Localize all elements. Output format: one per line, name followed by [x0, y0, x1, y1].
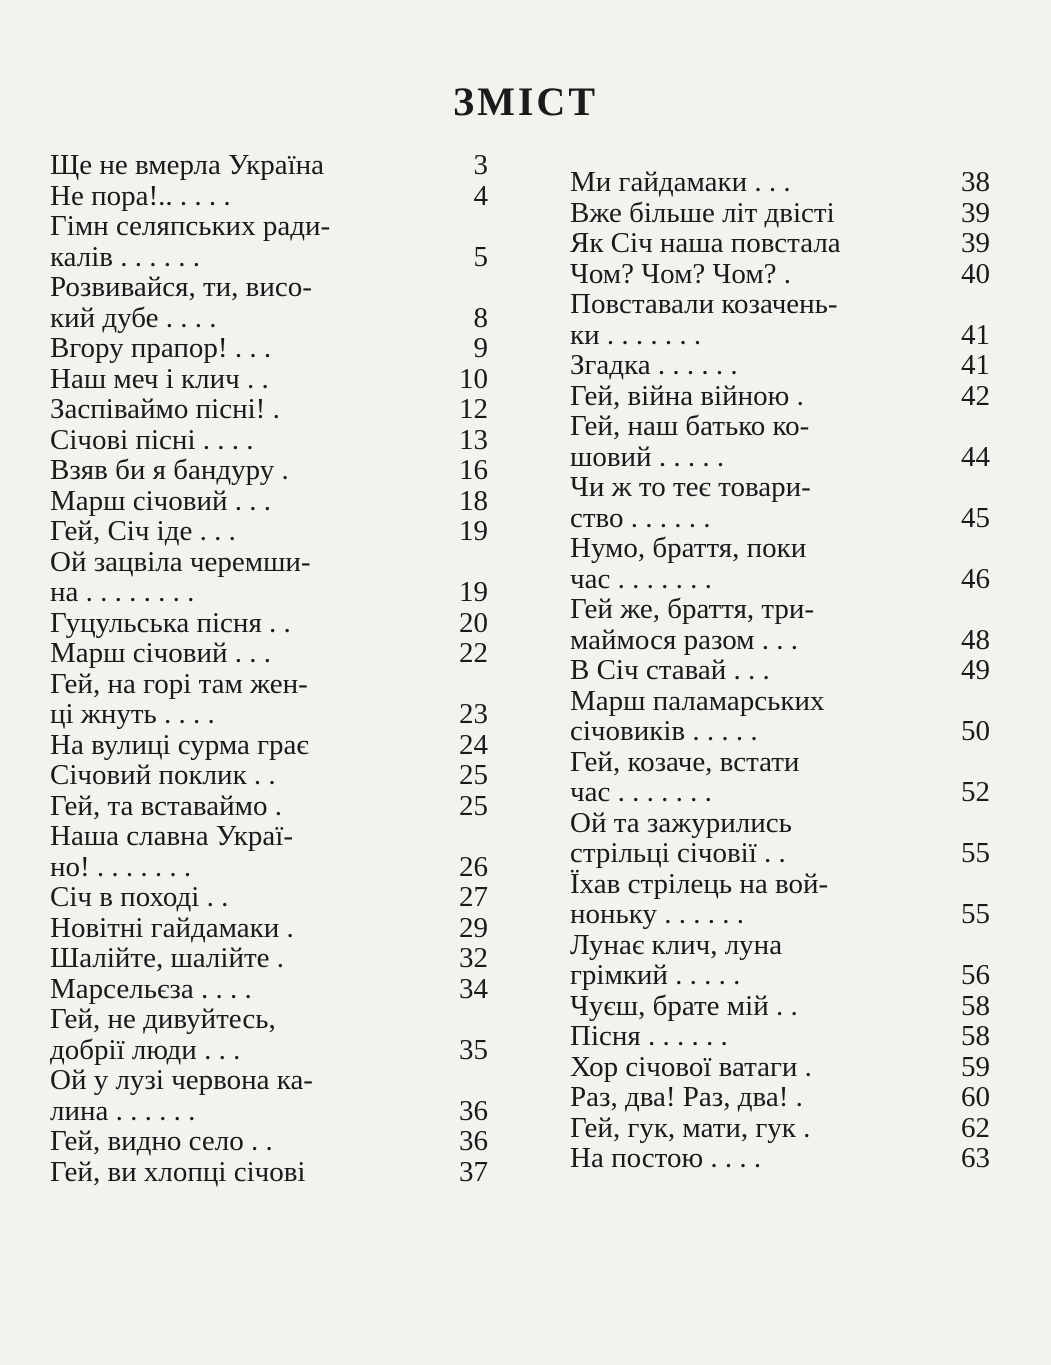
toc-entry-title-line: Гей, на горі там жен- [50, 668, 308, 699]
toc-entry [50, 547, 490, 608]
toc-entry [50, 608, 490, 639]
toc-entry [570, 289, 990, 350]
toc-entry-page-number: 35 [459, 1033, 488, 1066]
toc-entry-page-number: 24 [459, 728, 488, 761]
toc-entry-title-line: ство . . . . . . [570, 502, 711, 533]
toc-entry-title-line: Січ в поході . . [50, 882, 229, 913]
toc-entry [50, 181, 490, 212]
toc-entry [50, 1126, 490, 1157]
toc-entry-page-number: 39 [961, 227, 990, 259]
toc-entry-page-number: 50 [961, 715, 990, 747]
toc-entry [50, 486, 490, 517]
toc-entry-title-line: Ой та зажурились [570, 807, 792, 838]
toc-entry-page-number: 59 [961, 1050, 990, 1083]
toc-entry-title-line: Гей, козаче, встати [570, 746, 800, 777]
toc-entry-title-line: Взяв би я бандуру . [50, 455, 289, 486]
toc-entry-title-line: Заспіваймо пісні! . [50, 394, 280, 425]
toc-entry [50, 943, 490, 974]
toc-entry-page-number: 13 [459, 423, 488, 456]
toc-entry-title-line: Чи ж то теє товари- [570, 472, 811, 503]
toc-entry-title-line: В Січ ставай . . . [570, 655, 770, 686]
toc-entry-title-line: Ой у лузі червона ка- [50, 1065, 313, 1096]
toc-entry [50, 1004, 490, 1065]
toc-entry-title-line: Розвивайся, ти, висо- [50, 272, 312, 303]
toc-entry [50, 760, 490, 791]
toc-entry-page-number: 41 [961, 318, 990, 351]
toc-entry-page-number: 27 [459, 881, 488, 913]
toc-entry-page-number: 25 [459, 759, 488, 791]
toc-entry-page-number: 3 [473, 149, 488, 181]
toc-entry-page-number: 55 [961, 837, 990, 869]
toc-entry [570, 655, 990, 686]
toc-entry-title-line: Марсельєза . . . . [50, 973, 252, 1004]
toc-entry [570, 411, 990, 472]
toc-entry-title-line: Як Січ наша повстала [570, 228, 841, 259]
toc-entry-title-line: Чом? Чом? Чом? . [570, 258, 792, 289]
toc-entry-title-line: Пісня . . . . . . [570, 1021, 728, 1052]
toc-entry-title-line: Шалійте, шалійте . [50, 943, 285, 974]
toc-entry-page-number: 56 [961, 959, 990, 991]
toc-entry-title-line: Ми гайдамаки . . . [570, 167, 791, 198]
toc-entry-page-number: 34 [459, 972, 488, 1005]
toc-entry [570, 594, 990, 655]
page-title: ЗМІСТ [453, 79, 598, 124]
toc-entry-title-line: Гуцульська пісня . . [50, 607, 291, 638]
toc-entry-title-line: Гей, гук, мати, гук . [570, 1112, 811, 1143]
toc-entry-title-line: Нумо, браття, поки [570, 533, 807, 564]
toc-entry [570, 167, 990, 198]
toc-entry-title-line: Ой зацвіла черемши- [50, 546, 311, 577]
toc-entry-title-line: На постою . . . . [570, 1143, 762, 1174]
toc-entry-page-number: 5 [473, 240, 488, 273]
toc-entry [50, 150, 490, 181]
toc-entry-title-line: грімкий . . . . . [570, 960, 741, 991]
toc-entry-title-line: Марш січовий . . . [50, 485, 271, 516]
toc-entry-title-line: Ще не вмерла Україна [50, 150, 325, 181]
toc-entry [570, 1143, 990, 1174]
toc-entry-title-line: Січовий поклик . . [50, 760, 276, 791]
toc-entry-page-number: 23 [459, 698, 488, 730]
toc-entry [50, 211, 490, 272]
toc-entry [50, 1065, 490, 1126]
toc-entry-page-number: 19 [459, 515, 488, 547]
toc-entry [570, 808, 990, 869]
toc-entry-page-number: 9 [473, 332, 488, 364]
toc-entry [50, 913, 490, 944]
toc-entry-page-number: 20 [459, 606, 488, 639]
toc-entry-page-number: 52 [961, 776, 990, 808]
toc-entry-page-number: 29 [459, 911, 488, 944]
toc-entry-title-line: ки . . . . . . . [570, 319, 702, 350]
toc-entry-title-line: шовий . . . . . [570, 441, 725, 472]
toc-entry-page-number: 36 [459, 1125, 488, 1157]
toc-entry-title-line: Чуєш, брате мій . . [570, 990, 798, 1021]
toc-entry [570, 686, 990, 747]
toc-entry-title-line: Гей же, браття, три- [570, 594, 815, 625]
toc-entry-title-line: калів . . . . . . [50, 241, 200, 272]
toc-entry-page-number: 4 [473, 179, 488, 212]
toc-entry [50, 272, 490, 333]
toc-entry [50, 333, 490, 364]
toc-entry-title-line: Гей, та вставаймо . [50, 790, 282, 821]
toc-entry [570, 1021, 990, 1052]
toc-entry-title-line: кий дубе . . . . [50, 302, 217, 333]
toc-entry-title-line: На вулиці сурма грає [50, 729, 309, 760]
toc-entry-page-number: 32 [459, 942, 488, 974]
toc-entry-page-number: 42 [961, 379, 990, 412]
toc-entry-page-number: 36 [459, 1094, 488, 1127]
toc-entry-page-number: 8 [473, 301, 488, 334]
toc-entry-page-number: 41 [961, 349, 990, 381]
toc-entry-title-line: Гей, війна війною . [570, 380, 804, 411]
toc-entry-title-line: січовиків . . . . . [570, 716, 758, 747]
toc-entry [50, 364, 490, 395]
toc-entry-title-line: ноньку . . . . . . [570, 899, 744, 930]
toc-entry-title-line: Наш меч і клич . . [50, 363, 269, 394]
toc-entry-page-number: 44 [961, 440, 990, 473]
toc-entry [50, 669, 490, 730]
toc-entry-title-line: на . . . . . . . . [50, 577, 195, 608]
toc-entry-title-line: Вже більше літ двісті [570, 197, 835, 228]
toc-entry-page-number: 22 [459, 637, 488, 669]
toc-entry-title-line: Не пора!.. . . . . [50, 180, 231, 211]
toc-entry [570, 259, 990, 290]
toc-entry-title-line: маймося разом . . . [570, 624, 799, 655]
toc-entry [570, 930, 990, 991]
toc-entry-page-number: 10 [459, 362, 488, 395]
toc-entry [570, 533, 990, 594]
toc-entry [50, 1157, 490, 1188]
toc-entry [50, 455, 490, 486]
toc-entry [570, 747, 990, 808]
toc-entry [570, 228, 990, 259]
toc-entry [50, 730, 490, 761]
toc-entry-title-line: Марш січовий . . . [50, 638, 271, 669]
toc-entry-page-number: 38 [961, 166, 990, 198]
toc-entry [570, 1113, 990, 1144]
toc-entry [570, 1052, 990, 1083]
toc-entry [50, 821, 490, 882]
toc-entry-title-line: Гей, ви хлопці січові [50, 1156, 306, 1187]
toc-entry-title-line: Наша славна Украї- [50, 821, 293, 852]
toc-entry-title-line: Новітні гайдамаки . [50, 912, 294, 943]
toc-entry-page-number: 55 [961, 898, 990, 930]
toc-entry-page-number: 45 [961, 501, 990, 534]
toc-entry-title-line: час . . . . . . . [570, 563, 712, 594]
toc-entry-page-number: 39 [961, 196, 990, 229]
toc-entry-page-number: 37 [459, 1155, 488, 1188]
toc-entry-title-line: Гімн селяпських ради- [50, 211, 331, 242]
toc-entry-page-number: 48 [961, 623, 990, 656]
toc-entry [570, 198, 990, 229]
toc-entry-title-line: Гей, наш батько ко- [570, 411, 810, 442]
toc-entry [50, 394, 490, 425]
toc-entry-title-line: Повставали козачень- [570, 289, 838, 320]
toc-entry [50, 974, 490, 1005]
toc-entry [570, 869, 990, 930]
toc-entry-title-line: лина . . . . . . [50, 1095, 196, 1126]
toc-entry-page-number: 49 [961, 654, 990, 686]
toc-entry-page-number: 60 [961, 1081, 990, 1113]
toc-entry [50, 882, 490, 913]
toc-entry-title-line: Їхав стрілець на вой- [570, 868, 829, 899]
toc-entry-title-line: Гей, видно село . . [50, 1126, 273, 1157]
toc-right-column [570, 167, 990, 1174]
toc-entry-title-line: Згадка . . . . . . [570, 350, 738, 381]
toc-entry-title-line: Гей, не дивуйтесь, [50, 1004, 276, 1035]
toc-entry [50, 791, 490, 822]
toc-entry-title-line: Марш паламарських [570, 685, 825, 716]
toc-entry [570, 991, 990, 1022]
toc-entry-title-line: Раз, два! Раз, два! . [570, 1082, 803, 1113]
toc-entry-title-line: ці жнуть . . . . [50, 699, 215, 730]
toc-entry-page-number: 26 [459, 850, 488, 883]
toc-entry-title-line: Вгору прапор! . . . [50, 333, 272, 364]
toc-entry-page-number: 58 [961, 1020, 990, 1052]
toc-entry [50, 425, 490, 456]
toc-entry [570, 1082, 990, 1113]
toc-entry [50, 638, 490, 669]
toc-entry-title-line: Хор січової ватаги . [570, 1051, 812, 1082]
toc-entry-page-number: 12 [459, 393, 488, 425]
toc-entry-title-line: стрільці січовії . . [570, 838, 786, 869]
toc-entry [50, 516, 490, 547]
toc-entry-title-line: добрії люди . . . [50, 1034, 241, 1065]
toc-entry-title-line: но! . . . . . . . [50, 851, 192, 882]
toc-entry [570, 381, 990, 412]
toc-entry [570, 472, 990, 533]
toc-entry-page-number: 58 [961, 989, 990, 1022]
toc-entry-page-number: 19 [459, 576, 488, 608]
toc-left-column [50, 150, 490, 1187]
toc-entry-page-number: 40 [961, 257, 990, 290]
toc-entry-page-number: 62 [961, 1111, 990, 1144]
toc-entry-title-line: Січові пісні . . . . [50, 424, 254, 455]
toc-entry [570, 350, 990, 381]
toc-entry-page-number: 46 [961, 562, 990, 595]
toc-entry-page-number: 18 [459, 484, 488, 517]
toc-entry-title-line: Гей, Січ іде . . . [50, 516, 236, 547]
toc-entry-title-line: Лунає клич, луна [570, 929, 783, 960]
toc-entry-page-number: 63 [961, 1142, 990, 1174]
toc-entry-title-line: час . . . . . . . [570, 777, 712, 808]
toc-entry-page-number: 25 [459, 789, 488, 822]
toc-entry-page-number: 16 [459, 454, 488, 486]
